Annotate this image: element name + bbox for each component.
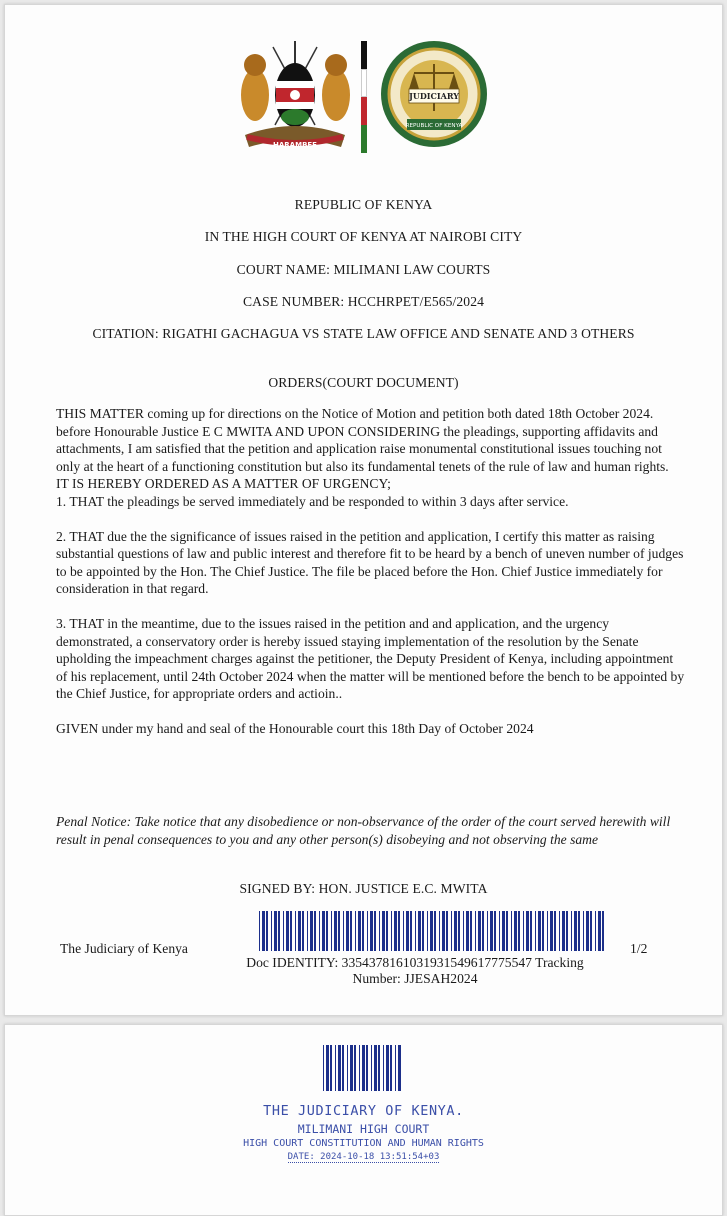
barcode-bar — [574, 911, 577, 951]
barcode-bar — [550, 911, 553, 951]
barcode-bar — [319, 911, 320, 951]
barcode-bar — [566, 911, 568, 951]
barcode-bar — [427, 911, 428, 951]
barcode-bar — [331, 911, 332, 951]
judiciary-seal-icon — [379, 39, 489, 149]
header-logos — [233, 37, 493, 157]
barcode-bar — [446, 911, 448, 951]
barcode-bar — [458, 911, 460, 951]
barcode-bar — [386, 1045, 389, 1091]
stamp-division: HIGH COURT CONSTITUTION AND HUMAN RIGHTS — [243, 1138, 484, 1149]
barcode-bar — [398, 911, 400, 951]
barcode-bar — [382, 911, 385, 951]
barcode-bar — [422, 911, 424, 951]
svg-text:JUDICIARY: JUDICIARY — [409, 91, 459, 101]
barcode-bar — [374, 911, 376, 951]
barcode-bar — [371, 1045, 372, 1091]
barcode-bar — [502, 911, 505, 951]
barcode-bar — [518, 911, 520, 951]
barcode-bar — [578, 911, 580, 951]
penal-notice: Penal Notice: Take notice that any disobedience or non-observance of the order of the court served herewith will result in penal consequences to you and any other person(s) disobeying and not observing the same — [56, 814, 671, 847]
citation: CITATION: RIGATHI GACHAGUA VS STATE LAW OFFICE AND SENATE AND 3 OTHERS — [92, 326, 635, 341]
barcode-bar — [362, 1045, 365, 1091]
barcode-bar — [262, 911, 265, 951]
barcode-bar — [523, 911, 524, 951]
barcode-bar — [475, 911, 476, 951]
barcode-bar — [514, 911, 517, 951]
barcode-bar — [586, 911, 589, 951]
barcode-bar — [335, 1045, 336, 1091]
barcode-bar — [490, 911, 493, 951]
barcode-bar — [602, 911, 604, 951]
barcode-bar — [302, 911, 304, 951]
barcode-bar — [367, 911, 368, 951]
barcode-bar — [326, 911, 328, 951]
barcode-bar — [538, 911, 541, 951]
barcode-bar — [295, 911, 296, 951]
barcode-bar — [334, 911, 337, 951]
barcode-bar — [410, 911, 412, 951]
barcode-bar — [343, 911, 344, 951]
barcode-bar — [390, 1045, 392, 1091]
barcode-bar — [330, 1045, 332, 1091]
barcode-bar — [342, 1045, 344, 1091]
barcode-bar — [487, 911, 488, 951]
barcode-bar — [406, 911, 409, 951]
barcode-bar — [271, 911, 272, 951]
barcode-bar — [434, 911, 436, 951]
barcode-bar — [366, 1045, 368, 1091]
document-page-1 — [4, 4, 723, 1016]
barcode-bar — [259, 911, 260, 951]
order-body — [56, 405, 686, 738]
barcode-bar — [286, 911, 289, 951]
intro-paragraph: THIS MATTER coming up for directions on the Notice of Motion and petition both dated 18th October 2024. before Honourable Justice E C MWITA AND UPON CONSIDERING the pleadings, supporting affidavits and attachments, I am satisfied that the petition and application raise monumental constitutional issues touching not only at the heart of a functioning constitution but also its fundamental tenets of the rule of law and human rights. — [56, 406, 669, 474]
barcode-bar — [598, 911, 601, 951]
stamp-date-text: DATE: 2024-10-18 13:51:54+03 — [287, 1152, 440, 1162]
barcode-bar — [362, 911, 364, 951]
barcode-bar — [383, 1045, 384, 1091]
barcode-bar — [278, 911, 280, 951]
barcode-bar — [370, 911, 373, 951]
barcode-bar — [350, 1045, 353, 1091]
barcode-bar — [499, 911, 500, 951]
barcode-bar — [535, 911, 536, 951]
stamp-court: MILIMANI HIGH COURT — [297, 1122, 430, 1136]
document-page-2 — [4, 1024, 723, 1216]
barcode-bar — [403, 911, 404, 951]
barcode-bar — [547, 911, 548, 951]
page-indicator: 1/2 — [630, 941, 648, 956]
barcode-bar — [310, 911, 313, 951]
court-name: COURT NAME: MILIMANI LAW COURTS — [236, 262, 491, 277]
barcode-bar — [374, 1045, 377, 1091]
ordered-line: IT IS HEREBY ORDERED AS A MATTER OF URGENCY; — [56, 476, 391, 492]
barcode-bar — [274, 911, 277, 951]
given-line: GIVEN under my hand and seal of the Honourable court this 18th Day of October 2024 — [56, 720, 534, 736]
order-2: 2. THAT due the the significance of issues raised in the petition and application, I certify this matter as raising substantial questions of law and public interest and therefore fit to be heard by a bench of uneven number of judges to be appointed by the Hon. The Chief Justice. The file be placed before the Hon. Chief Justice immediately for consideration in that regard. — [56, 528, 684, 597]
barcode-bar — [583, 911, 584, 951]
barcode-bar — [391, 911, 392, 951]
barcode-bar — [298, 911, 301, 951]
barcode-bar — [430, 911, 433, 951]
barcode-bar — [358, 911, 361, 951]
barcode-bar — [559, 911, 560, 951]
orders-heading: ORDERS(COURT DOCUMENT) — [268, 375, 459, 390]
barcode-bar — [346, 911, 349, 951]
barcode-bar — [494, 911, 496, 951]
barcode-bar — [590, 911, 592, 951]
barcode-bar — [354, 1045, 356, 1091]
barcode-bar — [379, 911, 380, 951]
barcode-bar — [307, 911, 308, 951]
barcode-bar — [526, 911, 529, 951]
document-barcode — [259, 911, 609, 951]
order-3: 3. THAT in the meantime, due to the issues raised in the petition and and application, and the urgency demonstrated, a conservatory order is hereby issued staying implementation of the resolution by the Senate upholding the impeachment charges against the petitioner, the Deputy President of Kenya, including appointment of his replacement, until 24th October 2024 when the matter will be mentioned before the bench to be appointed by the Chief Justice, for appropriate orders and actioin.. — [56, 615, 685, 702]
republic-heading: REPUBLIC OF KENYA — [294, 197, 433, 212]
barcode-bar — [359, 1045, 360, 1091]
barcode-bar — [439, 911, 440, 951]
barcode-bar — [394, 911, 397, 951]
order-1: 1. THAT the pleadings be served immediately and be responded to within 3 days after service. — [56, 493, 569, 509]
barcode-bar — [314, 911, 316, 951]
barcode-bar — [562, 911, 565, 951]
barcode-bar — [326, 1045, 329, 1091]
barcode-bar — [482, 911, 484, 951]
kenya-flag-divider — [361, 41, 367, 153]
barcode-bar — [347, 1045, 348, 1091]
barcode-bar — [470, 911, 472, 951]
footer-issuer: The Judiciary of Kenya — [60, 941, 188, 956]
coat-of-arms-icon — [233, 37, 358, 157]
stamp-barcode — [323, 1045, 403, 1091]
barcode-bar — [466, 911, 469, 951]
barcode-bar — [355, 911, 356, 951]
court-heading: IN THE HIGH COURT OF KENYA AT NAIROBI CITY — [204, 229, 523, 244]
barcode-bar — [290, 911, 292, 951]
stamp-title: THE JUDICIARY OF KENYA. — [263, 1103, 464, 1119]
barcode-bar — [595, 911, 596, 951]
barcode-bar — [478, 911, 481, 951]
barcode-bar — [511, 911, 512, 951]
barcode-bar — [530, 911, 532, 951]
svg-text:REPUBLIC OF KENYA: REPUBLIC OF KENYA — [405, 123, 463, 129]
barcode-bar — [554, 911, 556, 951]
barcode-bar — [442, 911, 445, 951]
signed-by: SIGNED BY: HON. JUSTICE E.C. MWITA — [239, 881, 488, 896]
svg-text:HARAMBEE: HARAMBEE — [273, 141, 317, 149]
barcode-bar — [350, 911, 352, 951]
barcode-bar — [338, 1045, 341, 1091]
barcode-bar — [266, 911, 268, 951]
barcode-bar — [386, 911, 388, 951]
doc-identity: Doc IDENTITY: 3354378161031931549617775547 Tracking Number: JJESAH2024 — [246, 955, 584, 986]
case-number: CASE NUMBER: HCCHRPET/E565/2024 — [242, 294, 485, 309]
barcode-bar — [454, 911, 457, 951]
barcode-bar — [338, 911, 340, 951]
barcode-bar — [418, 911, 421, 951]
barcode-bar — [506, 911, 508, 951]
barcode-bar — [322, 911, 325, 951]
barcode-bar — [395, 1045, 396, 1091]
barcode-bar — [283, 911, 284, 951]
barcode-bar — [571, 911, 572, 951]
barcode-bar — [463, 911, 464, 951]
barcode-bar — [378, 1045, 380, 1091]
barcode-bar — [415, 911, 416, 951]
barcode-bar — [451, 911, 452, 951]
barcode-bar — [542, 911, 544, 951]
barcode-bar — [398, 1045, 401, 1091]
stamp-date — [5, 1152, 722, 1162]
barcode-bar — [323, 1045, 324, 1091]
